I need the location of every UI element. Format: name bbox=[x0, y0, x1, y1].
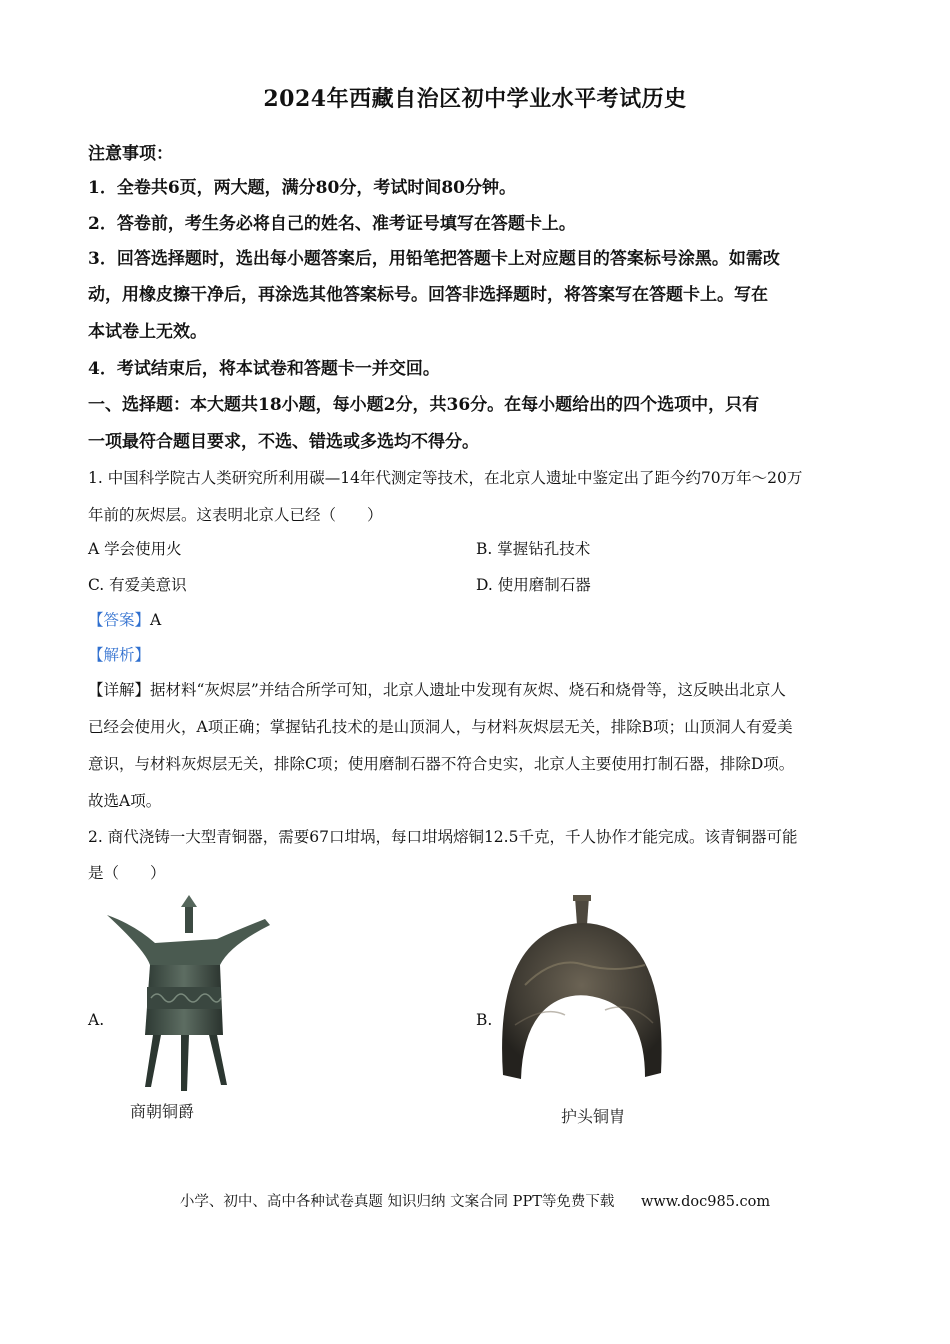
q1-detail-line: 已经会使用火，A项正确；掌握钻孔技术的是山顶洞人，与材料灰烬层无关，排除B项；山顶洞人有爱美 bbox=[88, 718, 793, 736]
page-footer bbox=[0, 1190, 950, 1211]
bronze-helmet-image bbox=[495, 895, 670, 1095]
q2-option-b-letter: B. bbox=[476, 1011, 493, 1029]
q1-option-a: A 学会使用火 bbox=[88, 540, 182, 558]
section-heading-cont: 一项最符合题目要求，不选、错选或多选均不得分。 bbox=[88, 432, 479, 452]
answer-value: A bbox=[150, 611, 162, 629]
answer-tag: 【答案】 bbox=[88, 611, 151, 629]
q1-answer bbox=[88, 609, 161, 631]
q2-option-b-caption: 护头铜胄 bbox=[561, 1107, 626, 1126]
q2-option-a-letter: A. bbox=[88, 1011, 105, 1029]
question-2-stem: 2. 商代浇铸一大型青铜器，需要67口坩埚，每口坩埚熔铜12.5千克，千人协作才能完成。该青铜器可能 bbox=[88, 828, 798, 846]
notice-item: 3．回答选择题时，选出每小题答案后，用铅笔把答题卡上对应题目的答案标号涂黑。如需改 bbox=[88, 249, 780, 269]
q1-detail-line: 【详解】据材料“灰烬层”并结合所学可知，北京人遗址中发现有灰烬、烧石和烧骨等，这反映出北京人 bbox=[88, 681, 786, 699]
notice-item: 动，用橡皮擦干净后，再涂选其他答案标号。回答非选择题时，将答案写在答题卡上。写在 bbox=[88, 285, 768, 305]
notice-heading: 注意事项： bbox=[88, 144, 173, 164]
footer-text: 小学、初中、高中各种试卷真题 知识归纳 文案合同 PPT等免费下载 bbox=[179, 1194, 615, 1210]
q1-option-c: C. 有爱美意识 bbox=[88, 576, 187, 594]
analysis-tag: 【解析】 bbox=[88, 646, 151, 664]
notice-item: 1．全卷共6页，两大题，满分80分，考试时间80分钟。 bbox=[88, 178, 516, 198]
question-1-stem: 1. 中国科学院古人类研究所利用碳—14年代测定等技术，在北京人遗址中鉴定出了距今约70万年～20万 bbox=[88, 469, 803, 487]
q1-option-d: D. 使用磨制石器 bbox=[476, 576, 591, 594]
bronze-jue-image bbox=[105, 895, 275, 1095]
notice-item: 4．考试结束后，将本试卷和答题卡一并交回。 bbox=[88, 359, 440, 379]
question-1-stem-cont: 年前的灰烬层。这表明北京人已经（ ） bbox=[88, 506, 383, 524]
q1-detail-line: 意识，与材料灰烬层无关，排除C项；使用磨制石器不符合史实，北京人主要使用打制石器，排除D项。 bbox=[88, 755, 795, 773]
q1-option-b: B. 掌握钻孔技术 bbox=[476, 540, 591, 558]
notice-item: 2．答卷前，考生务必将自己的姓名、准考证号填写在答题卡上。 bbox=[88, 214, 576, 234]
q2-option-a-caption: 商朝铜爵 bbox=[130, 1102, 195, 1121]
page-title: 2024年西藏自治区初中学业水平考试历史 bbox=[263, 86, 687, 112]
q1-detail-line: 故选A项。 bbox=[88, 792, 162, 810]
notice-item: 本试卷上无效。 bbox=[88, 322, 207, 342]
footer-site-link[interactable]: www.doc985.com bbox=[640, 1194, 771, 1210]
section-heading: 一、选择题：本大题共18小题，每小题2分，共36分。在每小题给出的四个选项中，只有 bbox=[88, 395, 760, 415]
question-2-stem-cont: 是（ ） bbox=[88, 864, 166, 882]
